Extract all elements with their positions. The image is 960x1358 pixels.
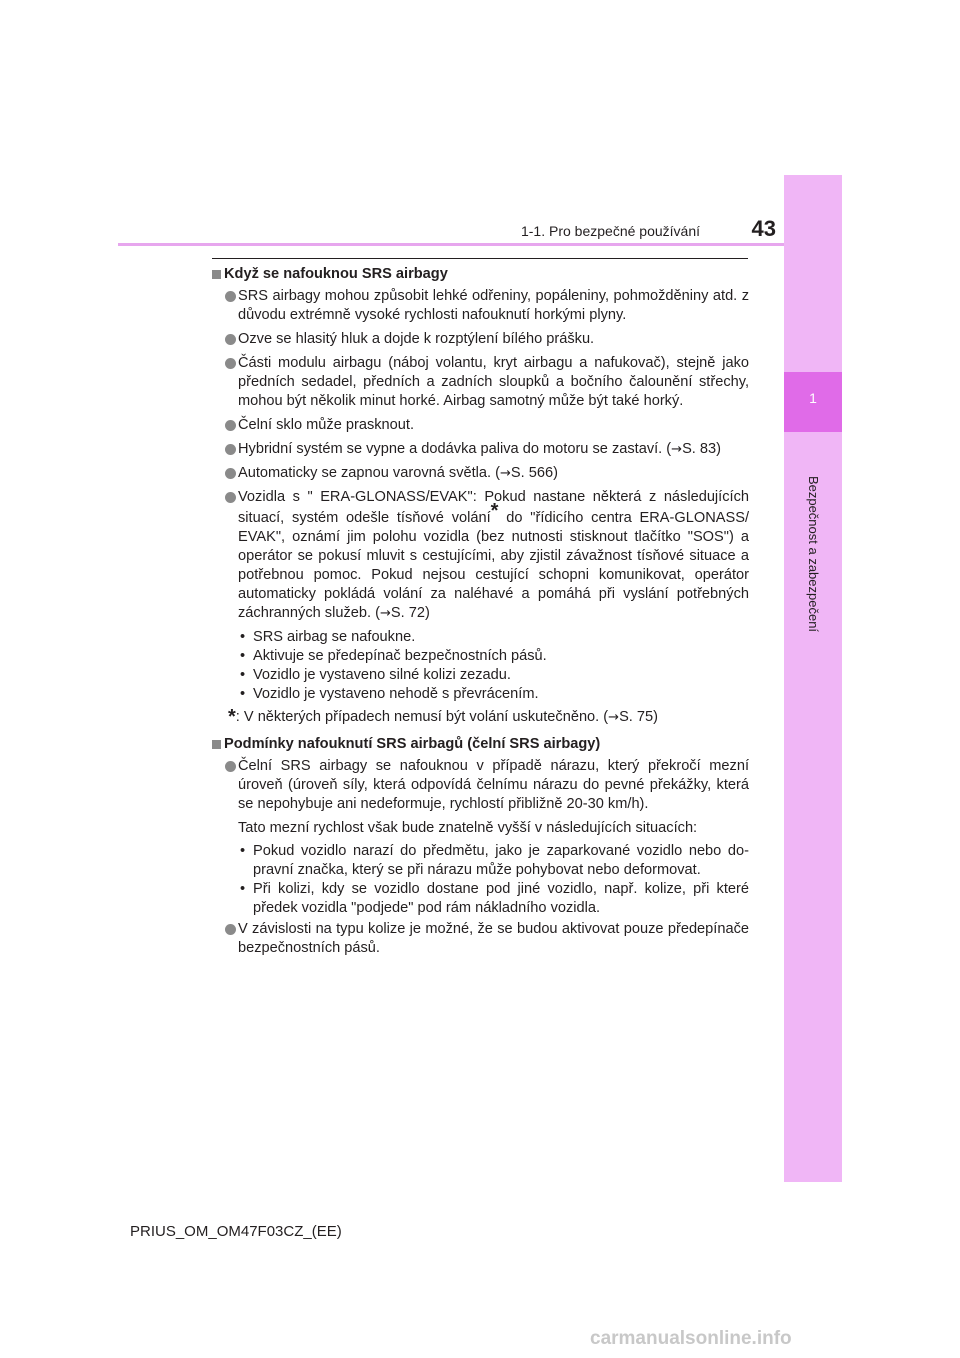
sub-list <box>212 842 749 918</box>
sub-list-item: • Pokud vozidlo narazí do předmětu, jako je zaparkované vozidlo nebo do- pravní značka, který se při nárazu může pohybovat nebo deformovat. <box>240 843 749 878</box>
arrow-icon: → <box>671 442 683 457</box>
round-bullet-icon <box>225 334 236 345</box>
round-bullet-icon <box>225 420 236 431</box>
bullet-icon: • <box>240 648 246 664</box>
round-bullet-icon <box>225 444 236 455</box>
bullet-icon: • <box>240 881 246 897</box>
page-number: 43 <box>751 216 776 241</box>
sub-list-item: • Aktivuje se předepínač bezpečnostních pásů. <box>240 648 547 664</box>
content-rule <box>212 258 748 259</box>
chapter-number: 1 <box>809 390 817 406</box>
list-item: Hybridní systém se vypne a dodávka paliva do motoru se zastaví. (→S. 83) <box>212 440 749 459</box>
bullet-icon: • <box>240 686 246 702</box>
list-item: Čelní SRS airbagy se nafouknou v případě nárazu, který překročí mezní úroveň (úroveň síly, která odpovídá čelnímu nárazu do pevné překážky, která se nepohybuje ani nedeformuje, rychlostí přibližně 20-30 km/h). <box>212 757 749 814</box>
list-item: Ozve se hlasitý hluk a dojde k rozptýlení bílého prášku. <box>212 330 749 349</box>
list-item: Části modulu airbagu (náboj volantu, kryt airbagu a nafukovač), stejně jako předních sedadel, předních a zadních sloupků a bočního čalounění střechy, mohou být několik minut horké. Airbag samotný může být také horký. <box>212 354 749 411</box>
sub-list-item: • Vozidlo je vystaveno nehodě s převrácením. <box>240 686 539 702</box>
sub-list <box>212 628 749 704</box>
list-item: Čelní sklo může prasknout. <box>212 416 749 435</box>
round-bullet-icon <box>225 492 236 503</box>
page-reference: S. 566) <box>510 465 558 481</box>
round-bullet-icon <box>225 358 236 369</box>
asterisk-icon: * <box>228 706 236 728</box>
arrow-icon: → <box>608 710 620 725</box>
page-reference: S. 72) <box>390 605 430 621</box>
paragraph: Tato mezní rychlost však bude znatelně vyšší v následujících situacích: <box>238 820 698 836</box>
header-rule <box>118 243 784 246</box>
chapter-title: Bezpečnost a zabezpečení <box>806 475 821 633</box>
header-section-title: 1-1. Pro bezpečné používání <box>520 223 700 239</box>
chapter-side-tab <box>784 175 842 1182</box>
bullet-icon: • <box>240 629 246 645</box>
page-reference: S. 83) <box>682 441 721 457</box>
list-item: Vozidla s " ERA-GLONASS/EVAK": Pokud nastane některá z následujících situací, systém odešle tísňové volání* do "řídicího centra ERA-GLONASS/ EVAK", oznámí jim polohu vozidla (bez nutnosti stisknout tlačítko "SOS") a operátor se pokusí mluvit s cestujícími, aby zjistil závažnost tísňové situace a potřebnou pomoc. Pokud nejsou cestující schopni komunikovat, operátor automaticky pokládá volání za naléhavé a pomáhá při vyslání potřebných záchranných služeb. (→S. 72) <box>212 488 749 623</box>
arrow-icon: → <box>379 606 391 621</box>
section-heading: Když se nafouknou SRS airbagy <box>212 265 749 284</box>
round-bullet-icon <box>225 761 236 772</box>
arrow-icon: → <box>500 466 511 481</box>
round-bullet-icon <box>225 468 236 479</box>
round-bullet-icon <box>225 924 236 935</box>
round-bullet-icon <box>225 291 236 302</box>
document-code: PRIUS_OM_OM47F03CZ_(EE) <box>130 1223 342 1240</box>
section-heading: Podmínky nafouknutí SRS airbagů (čelní SRS airbagy) <box>212 735 749 754</box>
square-bullet-icon <box>212 270 221 279</box>
bullet-icon: • <box>240 667 246 683</box>
list-item: SRS airbagy mohou způsobit lehké odřeniny, popáleniny, pohmožděniny atd. z důvodu extrémně vysoké rychlosti nafouknutí horkými plyny. <box>212 287 749 325</box>
list-item: V závislosti na typu kolize je možné, že se budou aktivovat pouze předepínače bezpečnostních pásů. <box>212 920 749 958</box>
footnote: *: V některých případech nemusí být volání uskutečněno. (→S. 75) <box>228 706 658 728</box>
list-item: Automaticky se zapnou varovná světla. (→S. 566) <box>212 464 749 483</box>
bullet-icon: • <box>240 843 246 859</box>
sub-list-item: • Vozidlo je vystaveno silné kolizi zezadu. <box>240 667 511 683</box>
sub-list-item: • Při kolizi, kdy se vozidlo dostane pod jiné vozidlo, např. kolize, při které předek vozidla "podjede" pod rám nákladního vozidla. <box>240 881 749 916</box>
asterisk-icon: * <box>490 500 499 522</box>
sub-list-item: • SRS airbag se nafoukne. <box>240 629 416 645</box>
square-bullet-icon <box>212 740 221 749</box>
page-reference: S. 75) <box>619 709 658 725</box>
page-content <box>212 265 749 963</box>
watermark[interactable]: carmanualsonline.info <box>590 1328 792 1349</box>
